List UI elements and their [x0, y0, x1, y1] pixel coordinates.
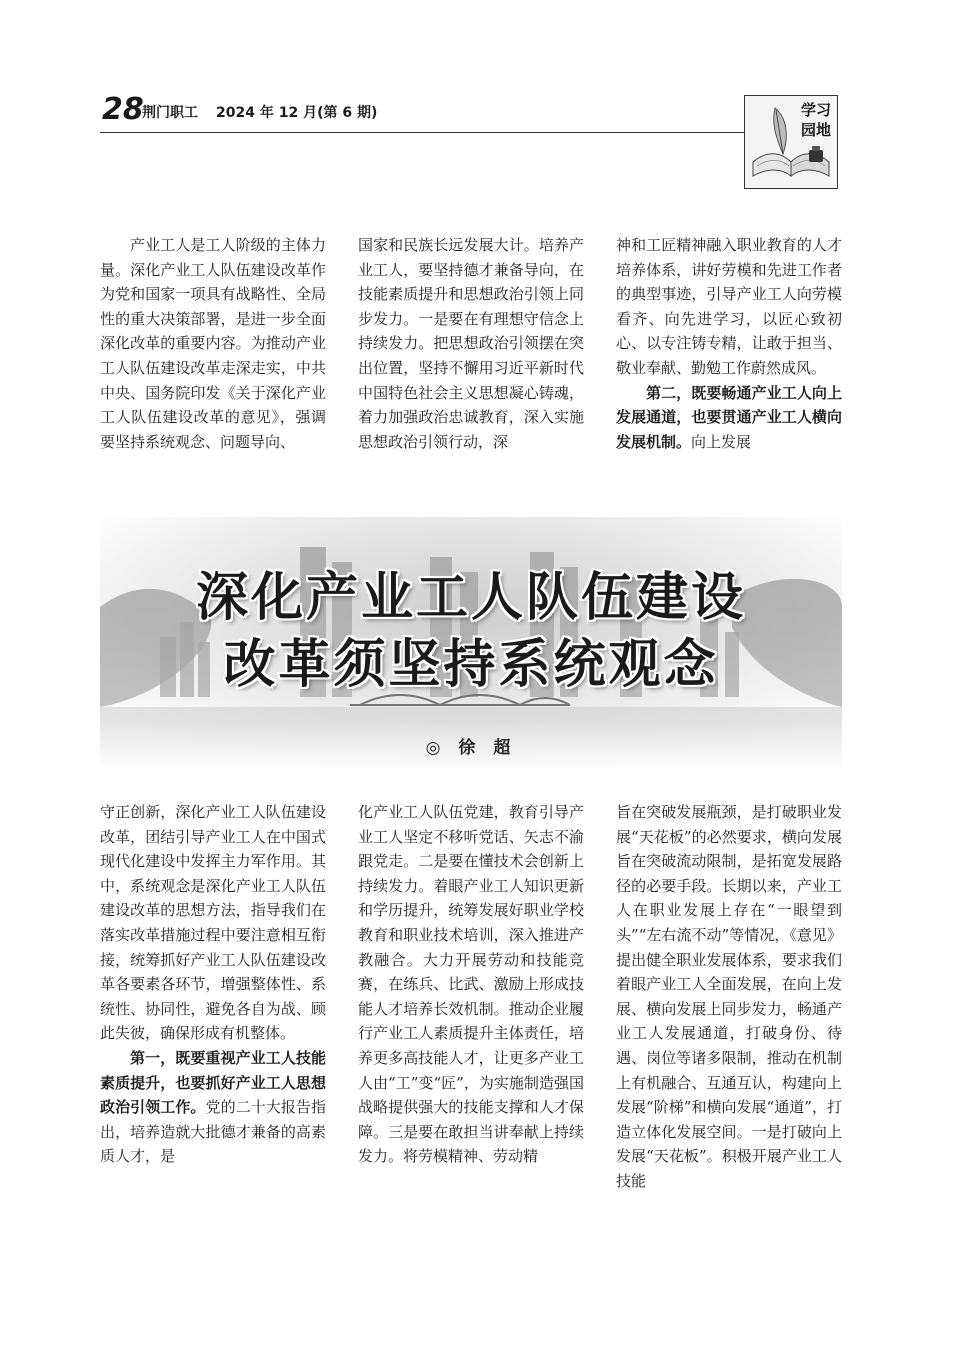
article-author: ◎ 徐 超	[425, 738, 517, 758]
top-column-2	[358, 233, 584, 454]
publication-name: 荆门职工	[142, 105, 198, 121]
paragraph: 化产业工人队伍党建，教育引导产业工人坚定不移听党话、矢志不渝跟党走。二是要在懂技术会创新上持续发力。着眼产业工人知识更新和学历提升，统筹发展好职业学校教育和职业技术培训，深入推进产教融合。大力开展劳动和技能竞赛，在练兵、比武、激励上形成技能人才培养长效机制。推动企业履行产业工人素质提升主体责任，培养更多高技能人才，让更多产业工人由“工”变“匠”，为实施制造强国战略提供强大的技能支撑和人才保障。三是要在敢担当讲奉献上持续发力。将劳模精神、劳动精	[358, 803, 584, 1166]
top-column-3	[616, 233, 842, 454]
bottom-column-3	[616, 800, 842, 1194]
page-header	[0, 0, 960, 200]
section-title-line1: 学习	[800, 101, 831, 119]
paragraph	[616, 381, 842, 455]
section-title	[789, 100, 831, 140]
bottom-column-2	[358, 800, 584, 1169]
paragraph	[100, 1046, 326, 1169]
paragraph: 国家和民族长远发展大计。培养产业工人，要坚持德才兼备导向，在技能素质提升和思想政治引领上同步发力。一是要在有理想守信念上持续发力。把思想政治引领摆在突出位置，坚持不懈用习近平新时代中国特色社会主义思想凝心铸魂，着力加强政治忠诚教育，深入实施思想政治引领行动，深	[358, 236, 584, 451]
header-rule	[100, 132, 748, 133]
section-title-line2: 园地	[800, 121, 831, 139]
paragraph: 旨在突破发展瓶颈，是打破职业发展“天花板”的必然要求，横向发展旨在突破流动限制，是拓宽发展路径的必要手段。长期以来，产业工人在职业发展上存在“一眼望到头”“左右流不动”等情况，《意见》提出健全职业发展体系，要求我们着眼产业工人全面发展，在向上发展、横向发展上同步发力，畅通产业工人发展通道，打破身份、待遇、岗位等诸多限制，推动在机制上有机融合、互通互认，构建向上发展“阶梯”和横向发展“通道”，打造立体化发展空间。一是打破向上发展“天花板”。积极开展产业工人技能	[616, 803, 842, 1190]
article-title-line1: 深化产业工人队伍建设	[195, 568, 746, 628]
page-number: 28	[102, 92, 144, 127]
section-badge	[744, 95, 838, 189]
article-title-line2: 改革须坚持系统观念	[223, 635, 719, 695]
paragraph: 产业工人是工人阶级的主体力量。深化产业工人队伍建设改革作为党和国家一项具有战略性、全局性的重大决策部署，是进一步全面深化改革的重要内容。为推动产业工人队伍建设改革走深走实，中共中央、国务院印发《关于深化产业工人队伍建设改革的意见》，强调要坚持系统观念、问题导向、	[100, 236, 326, 451]
paragraph-tail: 向上发展	[691, 432, 752, 451]
title-banner	[100, 517, 842, 772]
top-column-1	[100, 233, 326, 454]
bold-lead: 第一，既要重视产业工人技能素质提升，也要抓好产业工人思想政治引领工作。	[100, 1048, 326, 1117]
issue-date: 2024 年 12 月(第 6 期)	[216, 105, 378, 121]
paragraph: 守正创新，深化产业工人队伍建设改革，团结引导产业工人在中国式现代化建设中发挥主力军作用。其中，系统观念是深化产业工人队伍建设改革的思想方法，指导我们在落实改革措施过程中要注意相互衔接，统筹抓好产业工人队伍建设改革各要素各环节，增强整体性、系统性、协同性，避免各自为战、顾此失彼，确保形成有机整体。	[100, 803, 326, 1043]
bold-lead: 第二，既要畅通产业工人向上发展通道，也要贯通产业工人横向发展机制。	[616, 383, 842, 451]
paragraph-tail: 党的二十大报告指出，培养造就大批德才兼备的高素质人才，是	[100, 1098, 326, 1166]
bottom-column-1	[100, 800, 326, 1169]
paragraph: 神和工匠精神融入职业教育的人才培养体系，讲好劳模和先进工作者的典型事迹，引导产业工人向劳模看齐、向先进学习，以匠心致初心、以专注铸专精，让敢于担当、敬业奉献、勤勉工作蔚然成风。	[616, 236, 842, 377]
